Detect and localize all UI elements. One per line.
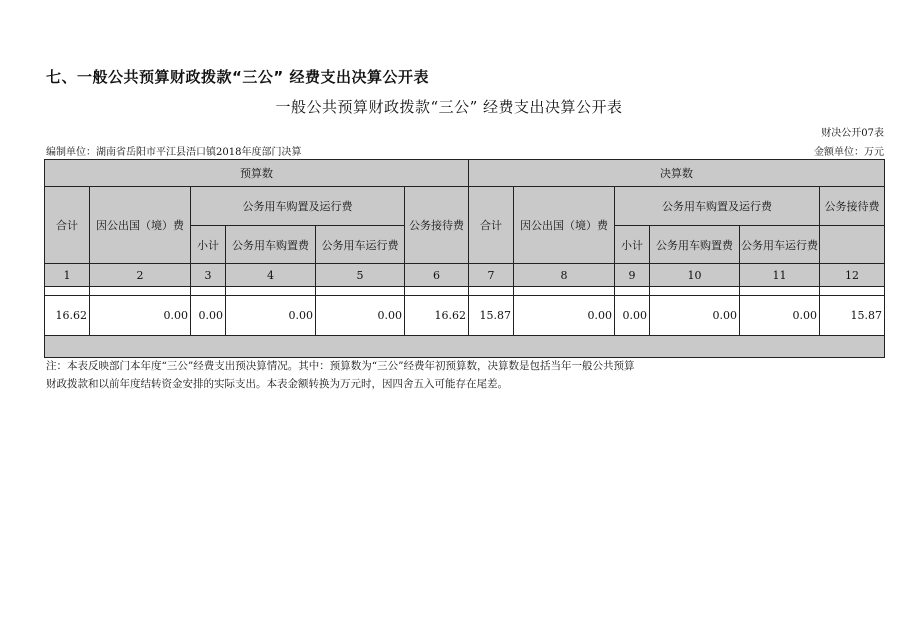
sangong-expenditure-table	[44, 159, 885, 358]
budget-subtotal-header: 小计	[191, 226, 226, 264]
value-cell: 0.00	[615, 296, 650, 336]
actual-vehicle-group-header: 公务用车购置及运行费	[615, 187, 820, 226]
col-number: 3	[191, 264, 226, 287]
value-cell: 16.62	[405, 296, 469, 336]
col-number: 2	[90, 264, 191, 287]
col-number: 10	[650, 264, 740, 287]
budget-abroad-header: 因公出国（境）费	[90, 187, 191, 264]
reporting-unit: 编制单位：湖南省岳阳市平江县浯口镇2018年度部门决算	[46, 147, 302, 158]
value-cell: 0.00	[226, 296, 316, 336]
value-cell: 0.00	[191, 296, 226, 336]
data-row	[45, 296, 885, 336]
value-cell: 0.00	[740, 296, 820, 336]
actual-reception-blank	[820, 226, 885, 264]
form-number: 财决公开07表	[821, 128, 884, 139]
actual-total-header: 合计	[469, 187, 514, 264]
budget-total-header: 合计	[45, 187, 90, 264]
col-number: 11	[740, 264, 820, 287]
col-number: 8	[514, 264, 615, 287]
col-number: 4	[226, 264, 316, 287]
page-heading: 七、一般公共预算财政拨款“三公” 经费支出决算公开表	[46, 68, 429, 86]
footnote	[46, 357, 746, 393]
actual-abroad-header: 因公出国（境）费	[514, 187, 615, 264]
value-cell: 0.00	[90, 296, 191, 336]
actual-vehicle-running-header: 公务用车运行费	[740, 226, 820, 264]
budget-vehicle-purchase-header: 公务用车购置费	[226, 226, 316, 264]
budget-reception-header: 公务接待费	[405, 187, 469, 264]
value-cell: 0.00	[316, 296, 405, 336]
budget-vehicle-group-header: 公务用车购置及运行费	[191, 187, 405, 226]
footnote-line-2: 财政拨款和以前年度结转资金安排的实际支出。本表金额转换为万元时，因四舍五入可能存在尾差。	[46, 378, 508, 390]
col-number: 7	[469, 264, 514, 287]
actual-subtotal-header: 小计	[615, 226, 650, 264]
spacer-row	[45, 287, 885, 296]
actual-header: 决算数	[469, 160, 885, 187]
col-number: 1	[45, 264, 90, 287]
table-title: 一般公共预算财政拨款“三公” 经费支出决算公开表	[275, 98, 623, 116]
amount-unit: 金额单位：万元	[814, 147, 884, 158]
blank-row	[45, 336, 885, 358]
col-number: 9	[615, 264, 650, 287]
footnote-line-1: 注：本表反映部门本年度“三公”经费支出预决算情况。其中：预算数为“三公”经费年初预算数，决算数是包括当年一般公共预算	[46, 360, 635, 372]
header-row-1	[45, 160, 885, 187]
actual-reception-header: 公务接待费	[820, 187, 885, 226]
value-cell: 0.00	[514, 296, 615, 336]
value-cell: 16.62	[45, 296, 90, 336]
column-number-row	[45, 264, 885, 287]
col-number: 12	[820, 264, 885, 287]
col-number: 5	[316, 264, 405, 287]
blank-gray-cell	[45, 336, 885, 358]
actual-vehicle-purchase-header: 公务用车购置费	[650, 226, 740, 264]
value-cell: 15.87	[469, 296, 514, 336]
value-cell: 15.87	[820, 296, 885, 336]
budget-vehicle-running-header: 公务用车运行费	[316, 226, 405, 264]
budget-header: 预算数	[45, 160, 469, 187]
header-row-2	[45, 187, 885, 226]
value-cell: 0.00	[650, 296, 740, 336]
col-number: 6	[405, 264, 469, 287]
